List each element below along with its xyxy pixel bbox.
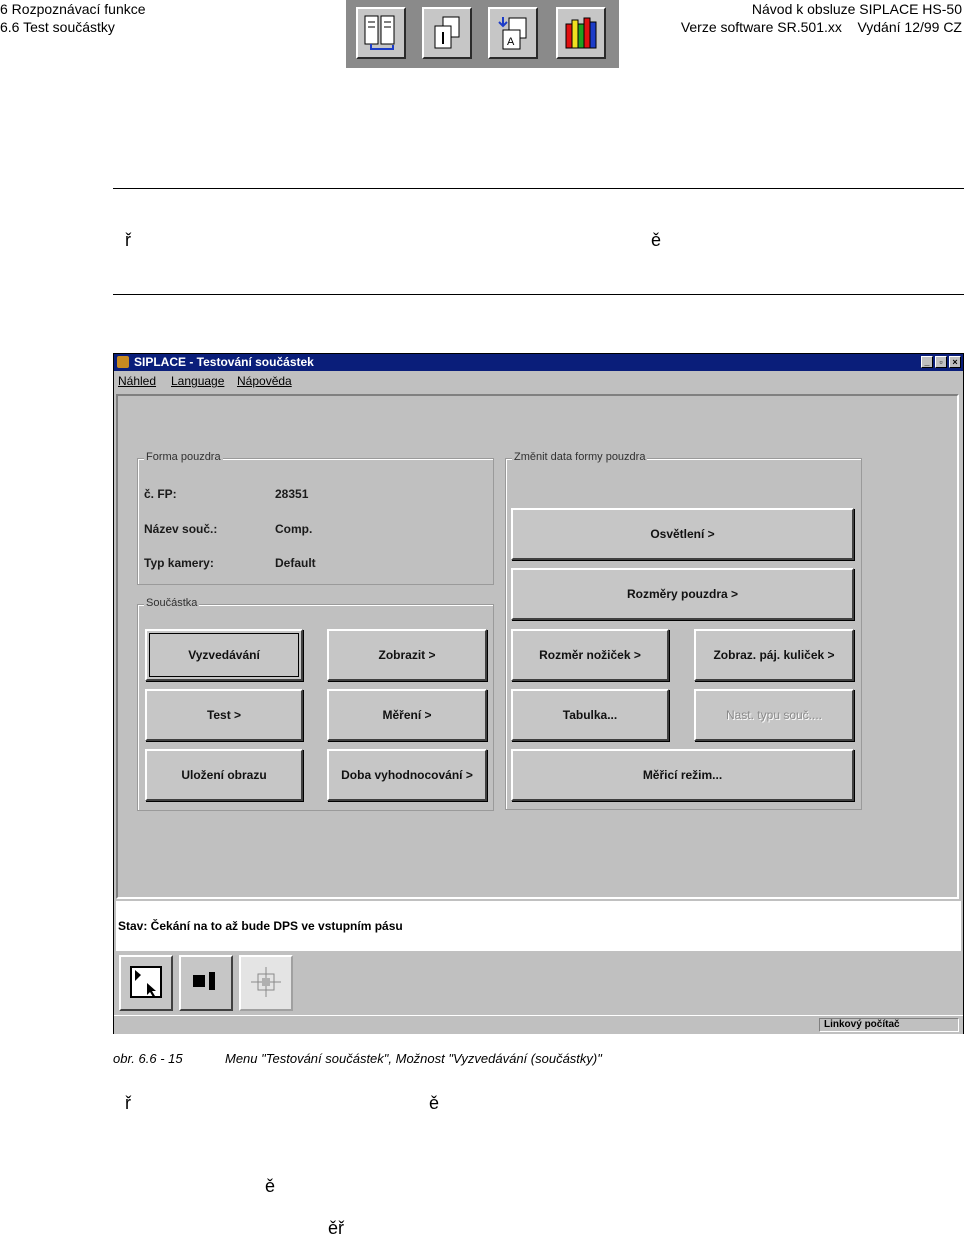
doba-vyhodnocovani-button[interactable]: Doba vyhodnocování > bbox=[327, 749, 487, 801]
menu-nahled[interactable]: Náhled bbox=[118, 374, 157, 388]
contents-icon[interactable] bbox=[356, 7, 406, 59]
page-header-left bbox=[0, 0, 146, 36]
fp-number-label: č. FP: bbox=[144, 487, 177, 501]
menu-napoveda[interactable]: Nápověda bbox=[237, 374, 292, 388]
camera-type-value: Default bbox=[275, 556, 316, 570]
osvetleni-button[interactable]: Osvětlení > bbox=[511, 508, 854, 560]
window-title: SIPLACE - Testování součástek bbox=[134, 355, 314, 369]
app-icon bbox=[117, 356, 129, 368]
rule-bottom bbox=[113, 294, 964, 295]
test-button[interactable]: Test > bbox=[145, 689, 303, 741]
fp-number-value: 28351 bbox=[275, 487, 309, 501]
body-text-fragment: ěř bbox=[328, 1218, 345, 1238]
section-title: 6.6 Test součástky bbox=[0, 19, 115, 35]
body-text-fragment: ě bbox=[651, 230, 662, 250]
figure-caption bbox=[113, 1051, 602, 1066]
chapter-title: 6 Rozpoznávací funkce bbox=[0, 1, 146, 17]
zobraz-paj-kulicek-button[interactable]: Zobraz. páj. kuliček > bbox=[694, 629, 854, 681]
help-toolbar bbox=[346, 0, 619, 68]
mereni-button[interactable]: Měření > bbox=[327, 689, 487, 741]
rozmer-nozicek-button[interactable]: Rozměr nožiček > bbox=[511, 629, 669, 681]
menu-bar bbox=[114, 371, 963, 391]
tool-row bbox=[116, 951, 961, 1013]
component-view-icon[interactable] bbox=[179, 955, 233, 1011]
body-text-fragment: ě bbox=[265, 1176, 276, 1196]
component-name-label: Název souč.: bbox=[144, 522, 218, 536]
crosshair-icon[interactable] bbox=[239, 955, 293, 1011]
body-text-fragment: ě bbox=[429, 1093, 440, 1113]
component-name-value: Comp. bbox=[275, 522, 313, 536]
maximize-button[interactable]: ▫ bbox=[935, 356, 947, 368]
version-info: Verze software SR.501.xx Vydání 12/99 CZ bbox=[680, 19, 962, 35]
svg-text:A: A bbox=[507, 36, 515, 48]
figure-number: obr. 6.6 - 15 bbox=[113, 1051, 183, 1066]
camera-type-label: Typ kamery: bbox=[144, 556, 214, 570]
siplace-test-window bbox=[113, 353, 964, 1034]
tabulka-button[interactable]: Tabulka... bbox=[511, 689, 669, 741]
minimize-button[interactable]: _ bbox=[921, 356, 933, 368]
manual-title: Návod k obsluze SIPLACE HS-50 bbox=[751, 1, 962, 17]
group-label: Změnit data formy pouzdra bbox=[514, 451, 646, 463]
group-label: Součástka bbox=[146, 597, 198, 609]
status-text: Stav: Čekání na to až bude DPS ve vstupním pásu bbox=[118, 919, 403, 933]
library-icon[interactable] bbox=[556, 7, 606, 59]
status-bar bbox=[114, 1015, 963, 1034]
index-icon[interactable] bbox=[422, 7, 472, 59]
body-text-fragment: ř bbox=[125, 1093, 131, 1113]
group-label: Forma pouzdra bbox=[146, 451, 221, 463]
ulozeni-obrazu-button[interactable]: Uložení obrazu bbox=[145, 749, 303, 801]
client-area bbox=[116, 394, 959, 899]
page-header-right bbox=[681, 0, 962, 36]
figure-caption-text: Menu "Testování součástek", Možnost "Vyzvedávání (součástky)" bbox=[225, 1051, 602, 1066]
window-titlebar bbox=[114, 354, 963, 371]
rule-top bbox=[113, 188, 964, 189]
zobrazit-button[interactable]: Zobrazit > bbox=[327, 629, 487, 681]
pointer-select-icon[interactable] bbox=[119, 955, 173, 1011]
rozmery-pouzdra-button[interactable]: Rozměry pouzdra > bbox=[511, 568, 854, 620]
body-text-fragment: ř bbox=[125, 230, 131, 250]
nast-typu-souc-button[interactable]: Nast. typu souč.... bbox=[694, 689, 854, 741]
search-icon[interactable] bbox=[488, 7, 538, 59]
menu-language[interactable]: Language bbox=[171, 374, 225, 388]
statusbar-panel: Linkový počítač bbox=[819, 1018, 959, 1032]
status-line bbox=[116, 901, 961, 951]
close-button[interactable]: × bbox=[949, 356, 961, 368]
forma-pouzdra-group bbox=[137, 451, 494, 585]
vyzvedavani-button[interactable]: Vyzvedávání bbox=[145, 629, 303, 681]
merici-rezim-button[interactable]: Měřicí režim... bbox=[511, 749, 854, 801]
